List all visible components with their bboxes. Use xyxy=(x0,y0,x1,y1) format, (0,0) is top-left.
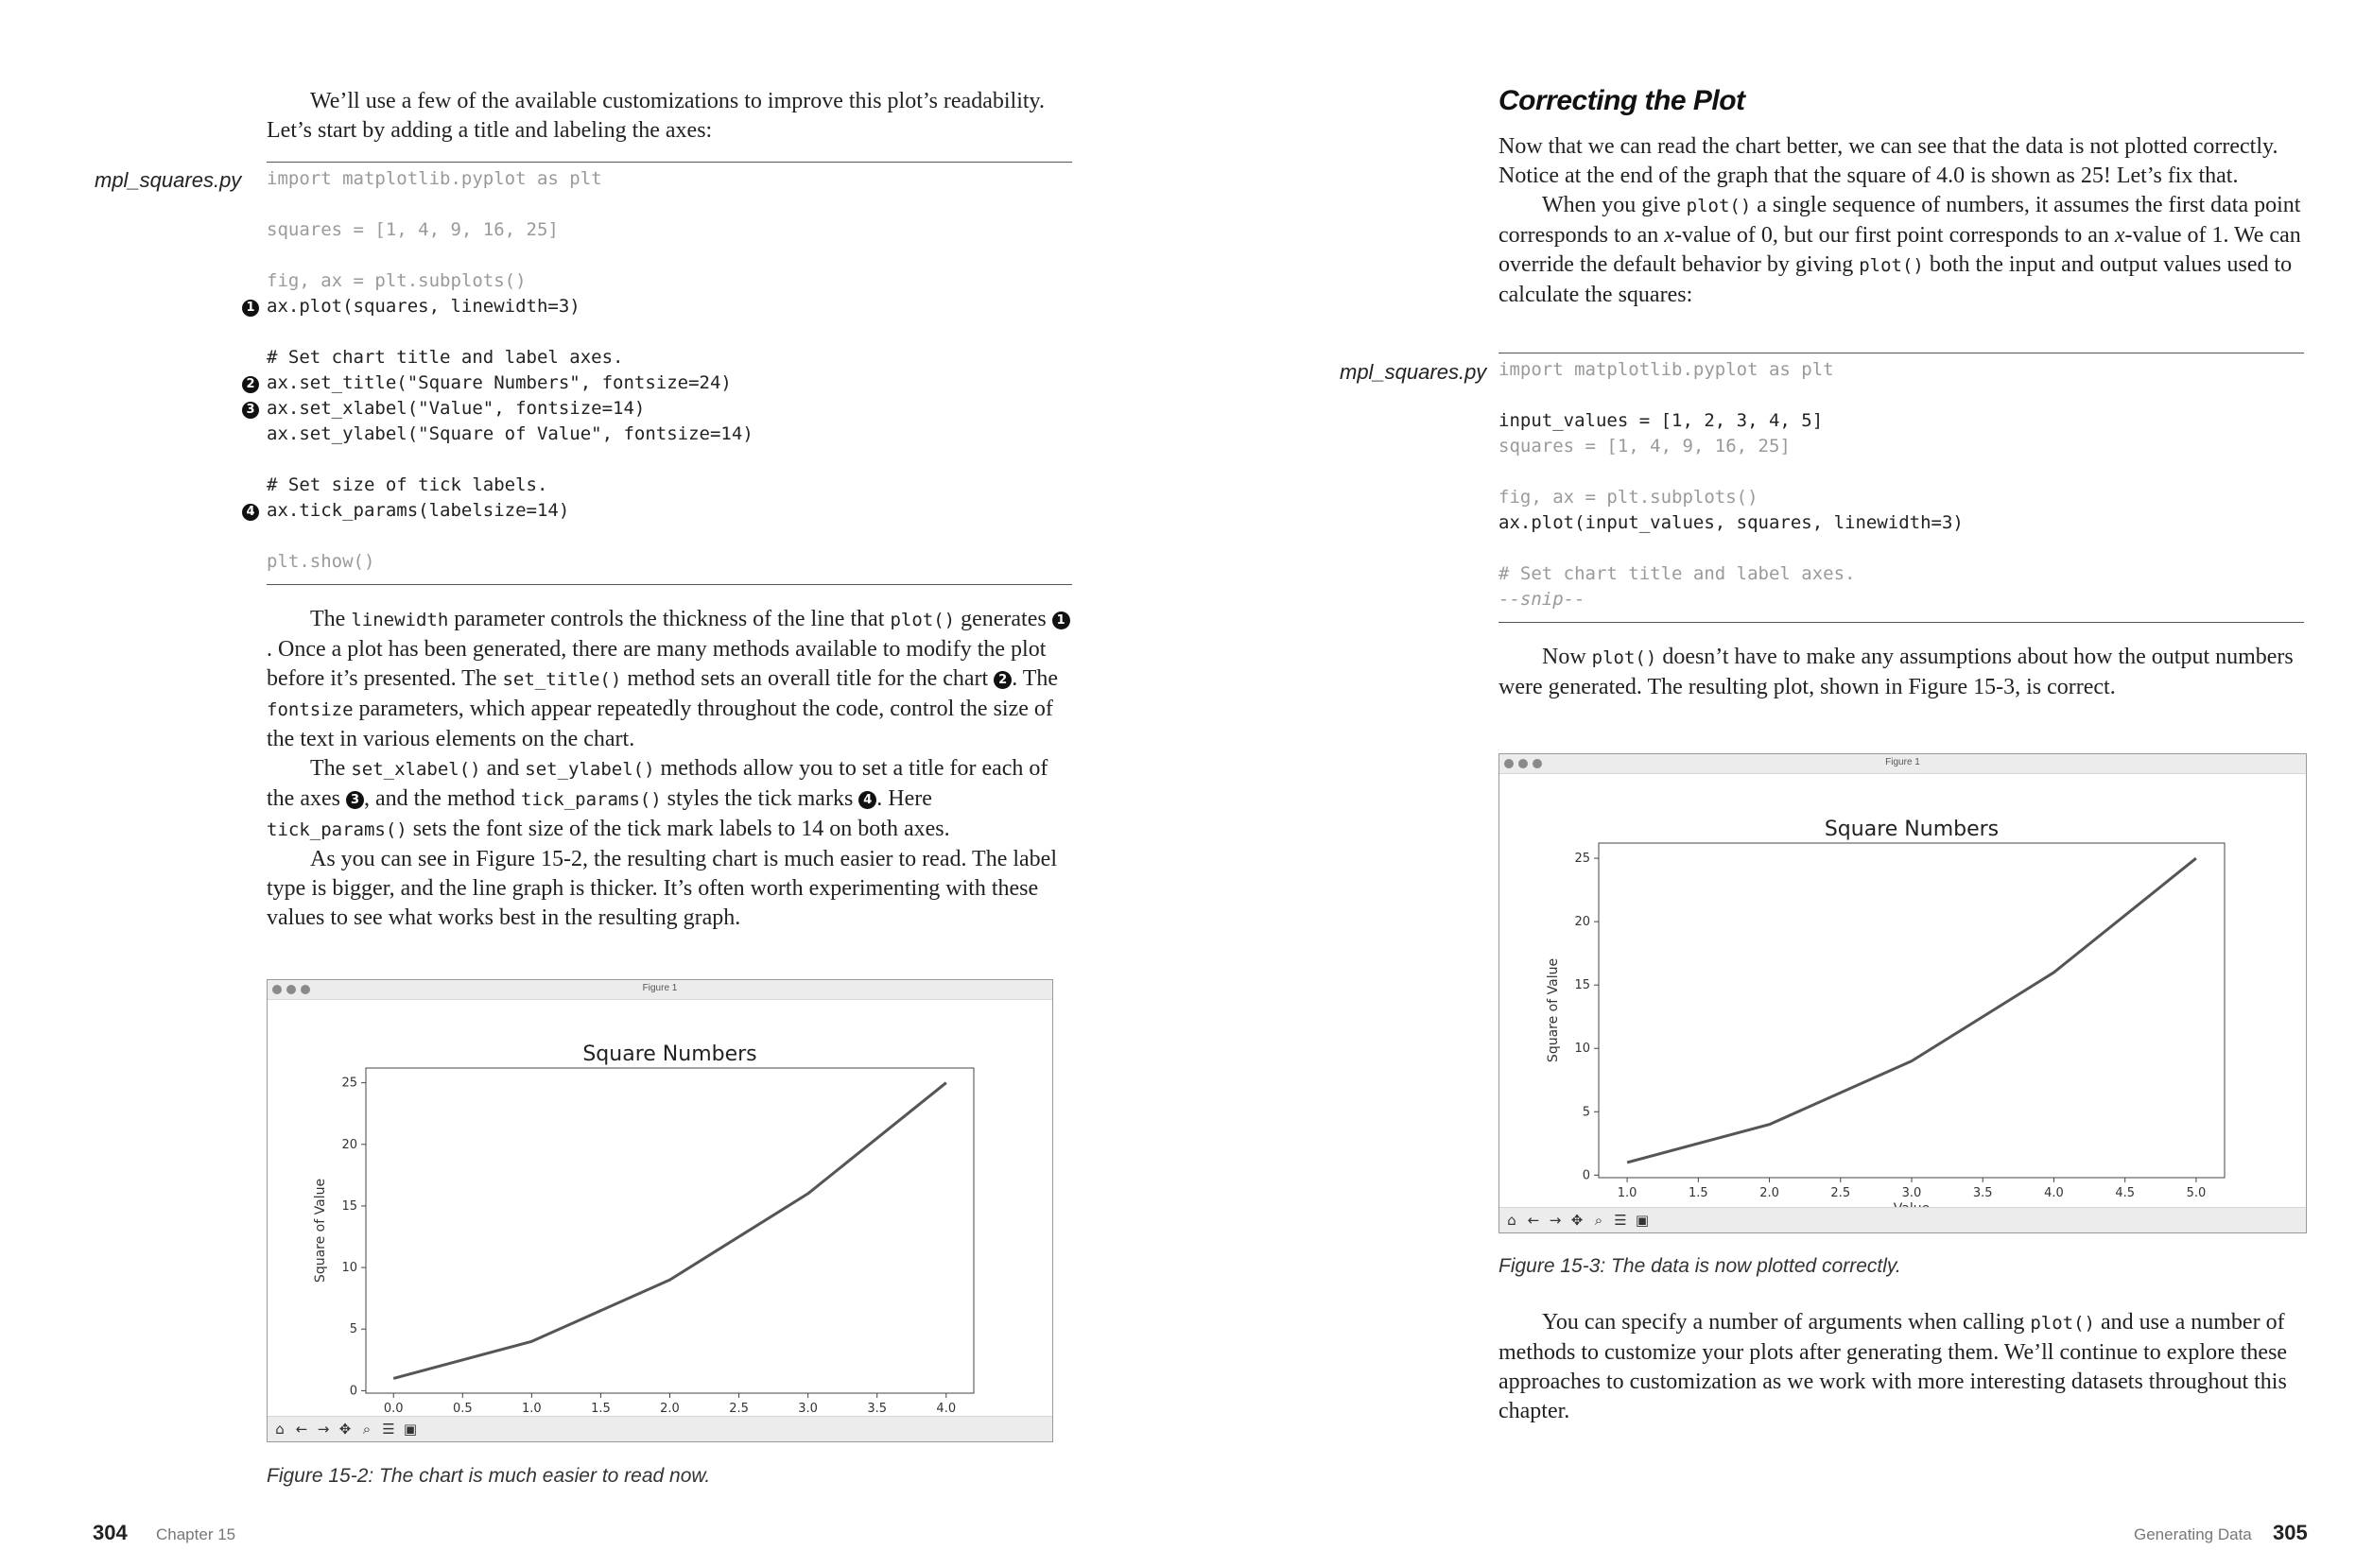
y-tick-label: 25 xyxy=(341,1076,357,1091)
x-tick-label: 3.5 xyxy=(867,1402,888,1416)
window-title-2: Figure 1 xyxy=(1885,757,1920,767)
series-line xyxy=(1627,858,2196,1163)
window-titlebar xyxy=(268,980,1052,1000)
code-line xyxy=(267,526,1072,551)
code-text: import matplotlib.pyplot as plt xyxy=(1498,359,1834,380)
code-text: # Set size of tick labels. xyxy=(267,474,548,495)
series-line xyxy=(393,1083,946,1379)
code-line xyxy=(267,194,1072,219)
code-line xyxy=(1498,385,2304,410)
code-text: fig, ax = plt.subplots() xyxy=(267,270,527,291)
code-text: squares = [1, 4, 9, 16, 25] xyxy=(1498,436,1791,457)
forward-arrow-icon[interactable]: → xyxy=(317,1421,330,1438)
code-line xyxy=(1498,410,2304,436)
para-not-plotted-correctly: Now that we can read the chart better, we can see that the data is not plotted correctly. Notice at the end of the graph that the square of 4.0 is shown as 25! Let’s fix that. xyxy=(1498,134,2278,188)
callout-marker-2: 2 xyxy=(242,376,259,393)
code-text: ax.set_ylabel("Square of Value", fontsize=14) xyxy=(267,423,753,444)
code-line xyxy=(1498,487,2304,512)
x-tick-label: 1.0 xyxy=(1617,1186,1637,1200)
code-line xyxy=(246,296,1072,321)
x-tick-label: 4.5 xyxy=(2115,1186,2136,1200)
para-linewidth: The linewidth parameter controls the thickness of the line that plot() generates 1. Once a plot has been generated, there are many methods available to modify the plot before it’s presented. The set_title() method sets an overall title for the chart 2 . The fontsize parameters, which appear repeatedly throughout the code, control the size of the text in various elements on the chart. xyxy=(267,605,1072,754)
plot-frame xyxy=(366,1068,974,1393)
callout-marker-4: 4 xyxy=(858,791,876,809)
x-tick-label: 1.5 xyxy=(591,1402,611,1416)
code-text: ax.plot(input_values, squares, linewidth=3) xyxy=(1498,512,1964,533)
y-tick-label: 5 xyxy=(349,1322,357,1337)
code-line xyxy=(1498,563,2304,589)
code-line xyxy=(267,270,1072,296)
callout-marker-1: 1 xyxy=(242,300,259,317)
code-text: squares = [1, 4, 9, 16, 25] xyxy=(267,219,559,240)
code-line xyxy=(267,321,1072,347)
code-line xyxy=(267,474,1072,500)
x-tick-label: 2.5 xyxy=(729,1402,749,1416)
correcting-paragraphs xyxy=(1498,132,2304,310)
save-icon[interactable]: ▣ xyxy=(403,1421,418,1438)
code-line xyxy=(267,168,1072,194)
pan-icon[interactable]: ✥ xyxy=(338,1421,352,1438)
linewidth-paragraph xyxy=(267,605,1072,933)
callout-marker-1: 1 xyxy=(1052,612,1070,629)
left-page xyxy=(0,0,1186,1568)
figure-toolbar-2 xyxy=(1499,1207,2306,1232)
code-text: --snip-- xyxy=(1498,589,1585,610)
x-tick-label: 2.0 xyxy=(1759,1186,1779,1200)
code-line xyxy=(246,398,1072,423)
x-tick-label: 0.5 xyxy=(452,1402,473,1416)
figure-window-15-3 xyxy=(1498,753,2307,1233)
closing-paragraph xyxy=(1498,1308,2304,1426)
intro-text: We’ll use a few of the available customizations to improve this plot’s readability. Let’s start by adding a title and labeling the axes: xyxy=(267,89,1045,143)
chart-title: Square Numbers xyxy=(582,1042,757,1066)
code-fontsize: fontsize xyxy=(267,699,354,720)
code-text: ax.plot(squares, linewidth=3) xyxy=(267,296,580,317)
code-line xyxy=(1498,461,2304,487)
plot-frame xyxy=(1599,843,2225,1178)
intro-paragraph xyxy=(267,87,1072,146)
figure-window-15-2 xyxy=(267,979,1053,1442)
y-tick-label: 0 xyxy=(1582,1168,1590,1183)
x-tick-label: 3.0 xyxy=(1901,1186,1922,1200)
code-line xyxy=(1498,436,2304,461)
section-heading: Correcting the Plot xyxy=(1498,85,1745,116)
pan-icon[interactable]: ✥ xyxy=(1570,1212,1584,1229)
x-tick-label: 4.0 xyxy=(2044,1186,2064,1200)
x-tick-label: 4.0 xyxy=(936,1402,957,1416)
code-filename-2: mpl_squares.py xyxy=(1340,360,1487,384)
code-linewidth: linewidth xyxy=(351,610,449,630)
code-text: # Set chart title and label axes. xyxy=(1498,563,1856,584)
x-tick-label: 0.0 xyxy=(383,1402,404,1416)
code-text: # Set chart title and label axes. xyxy=(267,347,624,368)
callout-marker-2: 2 xyxy=(994,671,1012,689)
code-line xyxy=(246,372,1072,398)
code-listing-1 xyxy=(246,162,1072,585)
code-line xyxy=(267,449,1072,474)
code-line xyxy=(1498,359,2304,385)
right-page xyxy=(1186,0,2373,1568)
page-number-right: 305 xyxy=(2273,1521,2308,1544)
x-tick-label: 1.0 xyxy=(522,1402,542,1416)
callout-marker-4: 4 xyxy=(242,504,259,521)
para-figure-15-2: As you can see in Figure 15-2, the resulting chart is much easier to read. The label type is bigger, and the line graph is thicker. It’s often worth experimenting with these values to see what works best in the resulting graph. xyxy=(267,847,1057,930)
y-tick-label: 10 xyxy=(341,1261,357,1276)
x-tick-label: 2.0 xyxy=(660,1402,680,1416)
figure-15-2-caption: Figure 15-2: The chart is much easier to read now. xyxy=(267,1465,711,1487)
subplots-config-icon[interactable]: ☰ xyxy=(382,1421,395,1438)
back-arrow-icon[interactable]: ← xyxy=(1527,1212,1540,1229)
page-number-left: 304 xyxy=(93,1521,128,1544)
code-text: ax.set_title("Square Numbers", fontsize=24) xyxy=(267,372,732,393)
code-text: fig, ax = plt.subplots() xyxy=(1498,487,1758,508)
subplots-config-icon[interactable]: ☰ xyxy=(1614,1212,1627,1229)
figure-toolbar xyxy=(268,1416,1052,1441)
window-titlebar-2 xyxy=(1499,754,2306,774)
code-line xyxy=(267,219,1072,245)
callout-marker-3: 3 xyxy=(242,402,259,419)
para-single-sequence: When you give plot() a single sequence of numbers, it assumes the first data point corresponds to an x-value of 0, but our first point corresponds to an x-value of 1. We can override the default behavior by giving plot() both the input and output values used to calculate the squares: xyxy=(1498,193,2301,307)
zoom-magnifier-icon[interactable]: ⌕ xyxy=(362,1421,372,1438)
code-line xyxy=(267,551,1072,577)
code-text: ax.tick_params(labelsize=14) xyxy=(267,500,570,521)
code-listing-2 xyxy=(1498,353,2304,623)
code-line xyxy=(267,347,1072,372)
y-axis-label: Square of Value xyxy=(1546,957,1561,1063)
square-numbers-chart-corrected xyxy=(1499,773,2306,1206)
home-icon[interactable]: ⌂ xyxy=(275,1421,285,1438)
code-plot: plot() xyxy=(890,610,956,630)
forward-arrow-icon[interactable]: → xyxy=(1549,1212,1562,1229)
para-now-plot: Now plot() doesn’t have to make any assumptions about how the output numbers were generated. The resulting plot, shown in Figure 15-3, is correct. xyxy=(1498,645,2294,699)
x-tick-label: 5.0 xyxy=(2186,1186,2207,1200)
chart-title: Square Numbers xyxy=(1824,818,2000,841)
code-line xyxy=(246,500,1072,526)
window-title: Figure 1 xyxy=(642,983,678,993)
x-tick-label: 2.5 xyxy=(1830,1186,1851,1200)
callout-marker-3: 3 xyxy=(346,791,364,809)
y-axis-label: Square of Value xyxy=(313,1178,328,1284)
x-tick-label: 1.5 xyxy=(1688,1186,1708,1200)
code-line xyxy=(267,245,1072,270)
code-text: plt.show() xyxy=(267,551,375,572)
code-line xyxy=(267,423,1072,449)
y-tick-label: 20 xyxy=(341,1137,357,1152)
code-text: import matplotlib.pyplot as plt xyxy=(267,168,602,189)
code-text: input_values = [1, 2, 3, 4, 5] xyxy=(1498,410,1824,431)
save-icon[interactable]: ▣ xyxy=(1635,1212,1650,1229)
code-line xyxy=(1498,538,2304,563)
now-plot-paragraph xyxy=(1498,643,2304,702)
x-tick-label: 3.0 xyxy=(798,1402,818,1416)
y-tick-label: 15 xyxy=(341,1198,357,1214)
para-set-xlabel: The set_xlabel() and set_ylabel() methods allow you to set a title for each of the axes 3 , and the method tick_params() styles the tick marks 4 . Here tick_params() sets the font size of the tick mark labels to 14 on both axes. xyxy=(267,756,1048,841)
code-filename: mpl_squares.py xyxy=(95,168,242,192)
figure-15-3-caption: Figure 15-3: The data is now plotted correctly. xyxy=(1498,1255,1901,1277)
zoom-magnifier-icon[interactable]: ⌕ xyxy=(1594,1212,1603,1229)
code-text: ax.set_xlabel("Value", fontsize=14) xyxy=(267,398,646,419)
x-tick-label: 3.5 xyxy=(1972,1186,1993,1200)
y-tick-label: 15 xyxy=(1574,978,1590,993)
square-numbers-chart xyxy=(268,999,1052,1415)
y-tick-label: 10 xyxy=(1574,1042,1590,1057)
y-tick-label: 5 xyxy=(1582,1105,1590,1120)
y-tick-label: 0 xyxy=(349,1384,357,1399)
home-icon[interactable]: ⌂ xyxy=(1507,1212,1516,1229)
y-tick-label: 20 xyxy=(1574,915,1590,930)
chapter-title-label: Generating Data xyxy=(2134,1525,2252,1543)
chapter-label: Chapter 15 xyxy=(156,1525,236,1543)
code-line xyxy=(1498,512,2304,538)
back-arrow-icon[interactable]: ← xyxy=(295,1421,308,1438)
code-line xyxy=(1498,589,2304,614)
para-specify-arguments: You can specify a number of arguments when calling plot() and use a number of methods to customize your plots after generating them. We’ll continue to explore these approaches to customization as we work with more interesting datasets throughout this chapter. xyxy=(1498,1310,2288,1423)
code-set-title: set_title() xyxy=(502,669,622,690)
y-tick-label: 25 xyxy=(1574,852,1590,867)
